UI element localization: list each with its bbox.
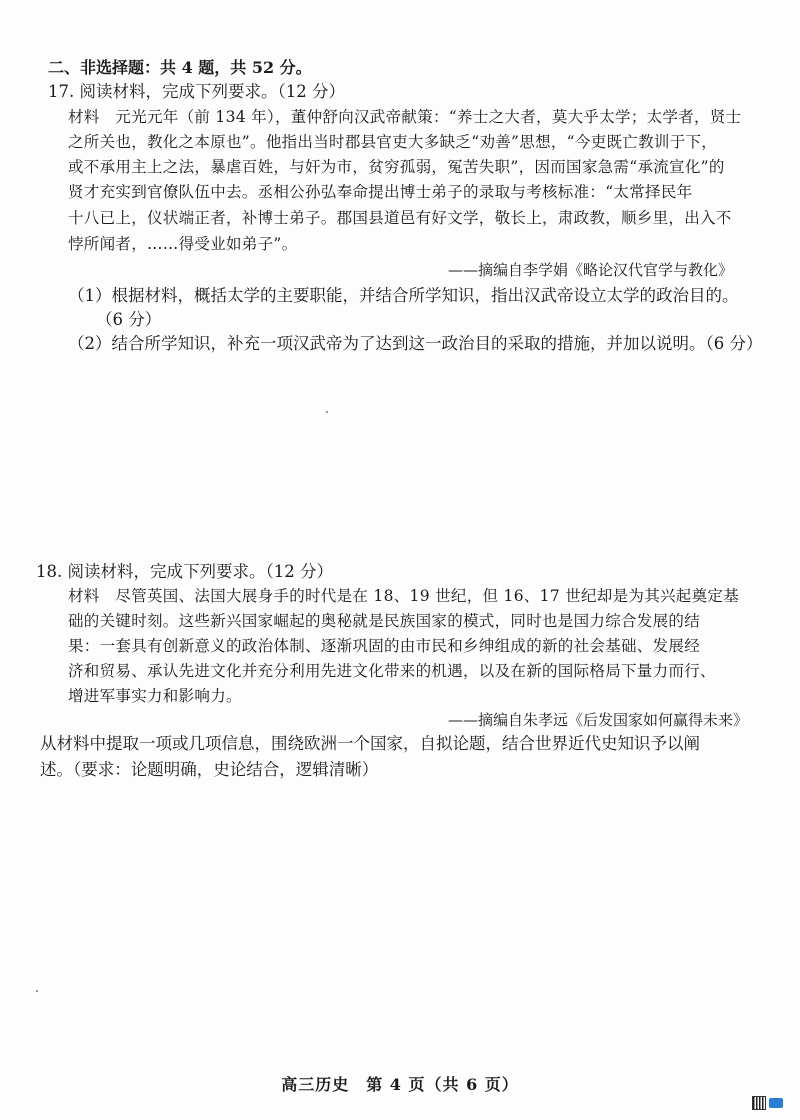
section-heading: 二、非选择题：共 4 题，共 52 分。 [48,58,312,77]
q18-source-citation: ——摘编自朱孝远《后发国家如何赢得未来》 [448,711,749,729]
q18-material-line: 材料 尽管英国、法国大展身手的时代是在 18、19 世纪，但 16、17 世纪却是为其兴起奠定基 [68,587,740,605]
badge-icon [769,1098,783,1108]
page-footer: 高三历史 第 4 页（共 6 页） [281,1075,519,1094]
q17-material-line: 十八已上，仪状端正者，补博士弟子。郡国县道邑有好文学，敬长上，肃政教，顺乡里，出入不 [68,209,732,227]
q18-task-line: 述。（要求：论题明确，史论结合，逻辑清晰） [40,760,379,779]
question-18-heading: 18. 阅读材料，完成下列要求。（12 分） [36,562,333,581]
q18-material-line: 增进军事实力和影响力。 [68,687,242,705]
q18-material-line: 果：一套具有创新意义的政治体制、逐渐巩固的由市民和乡绅组成的新的社会基础、发展经 [68,637,701,655]
question-17-heading: 17. 阅读材料，完成下列要求。（12 分） [48,82,345,101]
q18-material-line: 础的关键时刻。这些新兴国家崛起的奥秘就是民族国家的模式，同时也是国力综合发展的结 [68,612,701,630]
qr-code-icon [752,1096,783,1110]
q17-subquestion-2: （2）结合所学知识，补充一项汉武帝为了达到这一政治目的采取的措施，并加以说明。（6 分） [68,334,763,353]
q18-material-line: 济和贸易、承认先进文化并充分利用先进文化带来的机遇，以及在新的国际格局下量力而行、 [68,662,716,680]
q17-material-line: 悖所闻者，……得受业如弟子”。 [68,235,298,253]
q17-subquestion-1: （1）根据材料，概括太学的主要职能，并结合所学知识，指出汉武帝设立太学的政治目的。 [68,286,739,305]
scan-speck [326,411,328,413]
q17-source-citation: ——摘编自李学娟《略论汉代官学与教化》 [448,261,734,279]
q17-subquestion-1-score: （6 分） [96,310,162,329]
q17-material-line: 或不承用主上之法，暴虐百姓，与奸为市，贫穷孤弱，冤苦失职”，因而国家急需“承流宣化”的 [68,158,725,176]
q18-task-line: 从材料中提取一项或几项信息，围绕欧洲一个国家，自拟论题，结合世界近代史知识予以阐 [40,734,700,753]
q17-material-line: 贤才充实到官僚队伍中去。丞相公孙弘奉命提出博士弟子的录取与考核标准：“太常择民年 [68,183,693,201]
qr-code-icon [752,1096,766,1110]
q17-material-line: 之所关也，教化之本原也”。他指出当时郡县官吏大多缺乏“劝善”思想，“今吏既亡教训于下， [68,133,718,151]
q17-material-line: 材料 元光元年（前 134 年），董仲舒向汉武帝献策：“养士之大者，莫大乎太学；太学者，贤士 [68,108,742,126]
scan-speck [36,990,38,992]
